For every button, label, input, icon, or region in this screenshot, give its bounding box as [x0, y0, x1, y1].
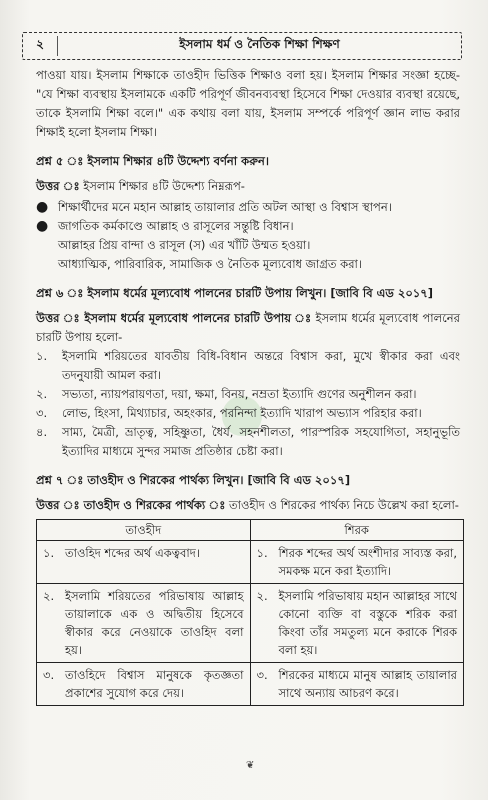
answer-5-intro [36, 177, 460, 196]
cell-number: ৩. [43, 668, 55, 682]
question-6: প্রশ্ন ৬ ঃ ইসলাম ধর্মের মূল্যবোধ পালনের চারটি উপায় লিখুন। [জাবি বি এড ২০১৭] [36, 286, 433, 300]
list-item-text: শিক্ষার্থীদের মনে মহান আল্লাহ তায়ালার প্রতি অটল আস্থা ও বিশ্বাস স্থাপন। [58, 200, 392, 214]
list-item-text: আধ্যাত্মিক, পারিবারিক, সামাজিক ও নৈতিক মূল্যবোধ জাগ্রত করা। [58, 257, 362, 271]
answer-5-label: উত্তর ঃ [36, 179, 80, 193]
intro-paragraph: পাওয়া যায়। ইসলাম শিক্ষাকে তাওহীদ ভিত্তিক শিক্ষাও বলা হয়। ইসলাম শিক্ষার সংজ্ঞা হচ্ছে- "যে শিক্ষা ব্যবস্থায় ইসলামকে একটি পরিপূর্ণ জীবনব্যবস্থা হিসেবে শিক্ষা দেওয়ার ব্যবস্থা রয়েছে, তাকে ইসলামি শিক্ষা বলে।" এক কথায় বলা যায়, ইসলাম সম্পর্কে পরিপূর্ণ জ্ঞান লাভ করার শিক্ষাই হলো ইসলাম শিক্ষা। [36, 68, 460, 139]
list-item [36, 217, 460, 236]
table-header-row [37, 520, 464, 541]
list-item-text: সাম্য, মৈত্রী, ভ্রাতৃত্ব, সহিষ্ণুতা, ধৈর্য, সহনশীলতা, পারস্পরিক সহযোগিতা, সহানুভূতি ইত্যাদির মাধ্যমে সুন্দর সমাজ প্রতিষ্ঠার চেষ্টা করা। [62, 425, 460, 458]
page-number: ২ [36, 37, 44, 51]
question-7: প্রশ্ন ৭ ঃ তাওহীদ ও শিরকের পার্থক্য লিখুন। [জাবি বি এড ২০১৭] [36, 473, 351, 487]
table-cell [37, 541, 251, 584]
cell-number: ১. [256, 546, 268, 560]
table-row [37, 663, 464, 706]
answer-6-list [36, 347, 460, 461]
item-number: ৪. [36, 425, 48, 439]
list-item-text: সভ্যতা, ন্যায়পরায়ণতা, দয়া, ক্ষমা, বিনয়, নম্রতা ইত্যাদি গুণের অনুশীলন করা। [62, 387, 417, 401]
cell-number: ২. [256, 589, 268, 603]
page-body [36, 66, 460, 706]
answer-6-intro [36, 309, 460, 347]
column-header-tawhid: তাওহীদ [37, 520, 251, 541]
answer-6-text: ইসলাম ধর্মের মূল্যবোধ পালনের চারটি উপায় হলো- [36, 311, 460, 344]
list-item-text: লোভ, হিংসা, মিথ্যাচার, অহংকার, পরনিন্দা ইত্যাদি খারাপ অভ্যাস পরিহার করা। [62, 406, 422, 420]
answer-7-intro [36, 496, 460, 515]
answer-7-text: তাওহীদ ও শিরকের পার্থক্য নিচে উল্লেখ করা হলো- [229, 498, 459, 512]
running-header [22, 32, 462, 60]
table-row [37, 541, 464, 584]
table-cell [250, 663, 464, 706]
cell-text: ইসলামি পরিভাষায় মহান আল্লাহর সাথে কোনো ব্যক্তি বা বস্তুকে শরিক করা কিংবা তাঁর সমতুল্য মনে করাকে শিরক বলা হয়। [278, 589, 457, 657]
list-item [36, 385, 460, 404]
item-number: ২. [36, 387, 48, 401]
question-5: প্রশ্ন ৫ ঃ ইসলাম শিক্ষার ৪টি উদ্দেশ্য বর্ণনা করুন। [36, 154, 269, 168]
answer-7-label: উত্তর ঃ তাওহীদ ও শিরকের পার্থক্য ঃ [36, 498, 226, 512]
item-number: ৩. [36, 406, 48, 420]
ornament-icon: ❦ [246, 760, 255, 771]
list-item [36, 347, 460, 385]
table-cell [250, 584, 464, 663]
cell-text: তাওহিদ শব্দের অর্থ একত্ববাদ। [65, 546, 200, 560]
table-cell [37, 663, 251, 706]
list-item [36, 423, 460, 461]
answer-5-list [36, 198, 460, 274]
list-item [36, 198, 460, 217]
list-item [36, 255, 460, 274]
answer-5-text: ইসলাম শিক্ষার ৪টি উদ্দেশ্য নিম্নরূপ- [83, 179, 245, 193]
column-header-shirk: শিরক [250, 520, 464, 541]
table-cell [37, 584, 251, 663]
cell-number: ১. [43, 546, 55, 560]
cell-text: শিরক শব্দের অর্থ অংশীদার সাব্যস্ত করা, সমকক্ষ মনে করা ইত্যাদি। [278, 546, 457, 578]
cell-text: তাওহিদে বিশ্বাস মানুষকে কৃতজ্ঞতা প্রকাশের সুযোগ করে দেয়। [65, 668, 244, 700]
cell-text: শিরকের মাধ্যমে মানুষ আল্লাহ তায়ালার সাথে অন্যায় আচরণ করে। [278, 668, 457, 700]
cell-number: ২. [43, 589, 55, 603]
list-item [36, 236, 460, 255]
bullet-icon: ● [36, 218, 49, 234]
table-row [37, 584, 464, 663]
table-cell [250, 541, 464, 584]
answer-6-label: উত্তর ঃ ইসলাম ধর্মের মূল্যবোধ পালনের চারটি উপায় ঃ [36, 311, 312, 325]
comparison-table [36, 519, 464, 706]
running-title: ইসলাম ধর্ম ও নৈতিক শিক্ষা শিক্ষণ [57, 36, 461, 56]
item-number: ১. [36, 349, 48, 363]
list-item [36, 404, 460, 423]
cell-number: ৩. [256, 668, 268, 682]
list-item-text: জাগতিক কর্মকাণ্ডে আল্লাহ ও রাসূলের সন্তুষ্টি বিধান। [58, 219, 294, 233]
bullet-icon: ● [36, 199, 49, 215]
list-item-text: ইসলামি শরিয়তের যাবতীয় বিধি-বিধান অন্তরে বিশ্বাস করা, মুখে স্বীকার করা এবং তদনুযায়ী আমল করা। [62, 349, 460, 382]
cell-text: ইসলামি শরিয়তের পরিভাষায় আল্লাহ তায়ালাকে এক ও অদ্বিতীয় হিসেবে স্বীকার করে নেওয়াকে তাওহিদ বলা হয়। [65, 589, 244, 657]
list-item-text: আল্লাহর প্রিয় বান্দা ও রাসূল (স) এর খাঁটি উম্মত হওয়া। [58, 238, 311, 252]
